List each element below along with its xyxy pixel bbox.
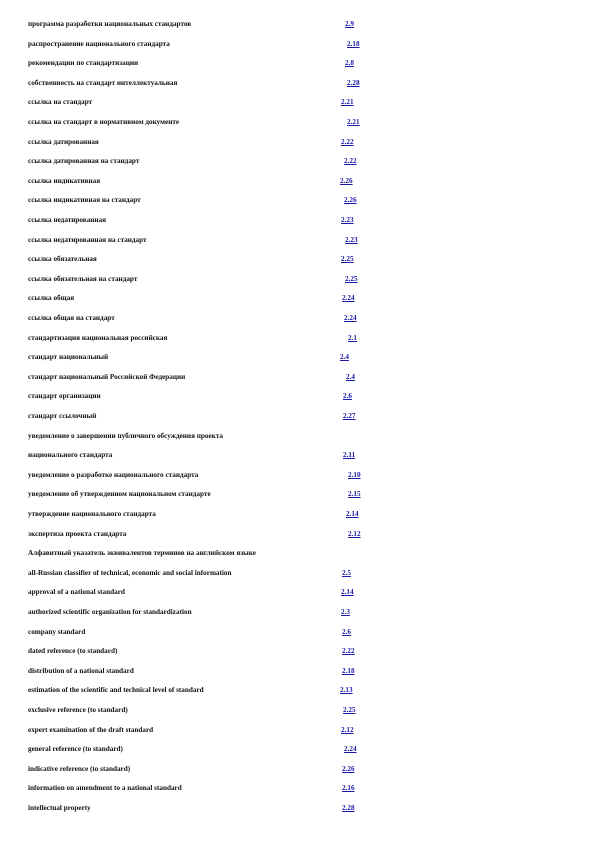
index-term: ссылка датированная — [28, 138, 99, 146]
term-reference-link[interactable]: 2.10 — [348, 471, 361, 479]
index-term: распространение национального стандарта — [28, 40, 170, 48]
term-reference-link[interactable]: 2.26 — [342, 765, 355, 773]
term-reference-link[interactable]: 2.4 — [340, 353, 349, 361]
index-term: ссылка обязательная на стандарт — [28, 275, 138, 283]
term-reference-link[interactable]: 2.12 — [348, 530, 361, 538]
index-term: distribution of a national standard — [28, 667, 134, 675]
index-term: dated reference (to standard) — [28, 647, 118, 655]
term-reference-link[interactable]: 2.22 — [344, 157, 357, 165]
index-term: ссылка общая на стандарт — [28, 314, 115, 322]
term-reference-link[interactable]: 2.26 — [344, 196, 357, 204]
index-term: стандарт национальный Российской Федерации — [28, 373, 186, 381]
index-term: ссылка индикативная — [28, 177, 101, 185]
index-term: стандарт ссылочный — [28, 412, 97, 420]
term-reference-link[interactable]: 2.24 — [342, 294, 355, 302]
term-reference-link[interactable]: 2.23 — [345, 236, 358, 244]
index-term: ссылка обязательная — [28, 255, 97, 263]
index-term: intellectual property — [28, 804, 91, 812]
index-term: authorized scientific organization for standardization — [28, 608, 192, 616]
term-reference-link[interactable]: 2.26 — [340, 177, 353, 185]
term-reference-link[interactable]: 2.6 — [343, 392, 352, 400]
index-term: стандарт национальный — [28, 353, 109, 361]
term-reference-link[interactable]: 2.11 — [343, 451, 356, 459]
index-term: уведомление об утвержденном национальном стандарте — [28, 490, 211, 498]
english-equivalents-heading: Алфавитный указатель эквивалентов терминов на английском языке — [28, 549, 256, 557]
term-reference-link[interactable]: 2.27 — [343, 412, 356, 420]
index-term: уведомление о завершении публичного обсуждения проекта — [28, 432, 224, 440]
term-reference-link[interactable]: 2.22 — [342, 647, 355, 655]
term-reference-link[interactable]: 2.14 — [346, 510, 359, 518]
term-reference-link[interactable]: 2.18 — [342, 667, 355, 675]
term-reference-link[interactable]: 2.25 — [341, 255, 354, 263]
term-reference-link[interactable]: 2.24 — [344, 314, 357, 322]
index-term: национального стандарта — [28, 451, 113, 459]
index-term: estimation of the scientific and technical level of standard — [28, 686, 204, 694]
term-reference-link[interactable]: 2.15 — [348, 490, 361, 498]
term-reference-link[interactable]: 2.1 — [348, 334, 357, 342]
term-reference-link[interactable]: 2.16 — [342, 784, 355, 792]
index-term: company standard — [28, 628, 86, 636]
term-reference-link[interactable]: 2.28 — [347, 79, 360, 87]
index-term: approval of a national standard — [28, 588, 125, 596]
term-reference-link[interactable]: 2.28 — [342, 804, 355, 812]
term-reference-link[interactable]: 2.24 — [344, 745, 357, 753]
index-term: ссылка недатированная на стандарт — [28, 236, 147, 244]
term-reference-link[interactable]: 2.12 — [341, 726, 354, 734]
index-term: ссылка на стандарт — [28, 98, 93, 106]
index-term: ссылка индикативная на стандарт — [28, 196, 141, 204]
term-reference-link[interactable]: 2.9 — [345, 20, 354, 28]
index-term: уведомление о разработке национального стандарта — [28, 471, 199, 479]
index-term: ссылка на стандарт в нормативном документе — [28, 118, 180, 126]
index-term: indicative reference (to standard) — [28, 765, 131, 773]
term-reference-link[interactable]: 2.18 — [347, 40, 360, 48]
term-reference-link[interactable]: 2.22 — [341, 138, 354, 146]
term-reference-link[interactable]: 2.21 — [341, 98, 354, 106]
term-reference-link[interactable]: 2.21 — [347, 118, 360, 126]
term-reference-link[interactable]: 2.4 — [346, 373, 355, 381]
term-reference-link[interactable]: 2.13 — [340, 686, 353, 694]
term-reference-link[interactable]: 2.23 — [341, 216, 354, 224]
term-reference-link[interactable]: 2.6 — [342, 628, 351, 636]
index-term: утверждение национального стандарта — [28, 510, 156, 518]
index-term: exclusive reference (to standard) — [28, 706, 128, 714]
index-term: экспертиза проекта стандарта — [28, 530, 127, 538]
term-reference-link[interactable]: 2.25 — [343, 706, 356, 714]
index-term: all-Russian classifier of technical, economic and social information — [28, 569, 232, 577]
term-reference-link[interactable]: 2.14 — [341, 588, 354, 596]
index-term: рекомендации по стандартизации — [28, 59, 139, 67]
index-term: ссылка общая — [28, 294, 75, 302]
index-term: стандартизация национальная российская — [28, 334, 168, 342]
index-term: собственность на стандарт интеллектуальная — [28, 79, 178, 87]
index-term: information on amendment to a national standard — [28, 784, 182, 792]
term-reference-link[interactable]: 2.25 — [345, 275, 358, 283]
term-reference-link[interactable]: 2.8 — [345, 59, 354, 67]
index-term: ссылка недатированная — [28, 216, 107, 224]
index-term: expert examination of the draft standard — [28, 726, 154, 734]
term-reference-link[interactable]: 2.5 — [342, 569, 351, 577]
index-term: ссылка датированная на стандарт — [28, 157, 140, 165]
index-term: программа разработки национальных стандартов — [28, 20, 192, 28]
index-term: general reference (to standard) — [28, 745, 123, 753]
term-reference-link[interactable]: 2.3 — [341, 608, 350, 616]
index-term: стандарт организации — [28, 392, 101, 400]
